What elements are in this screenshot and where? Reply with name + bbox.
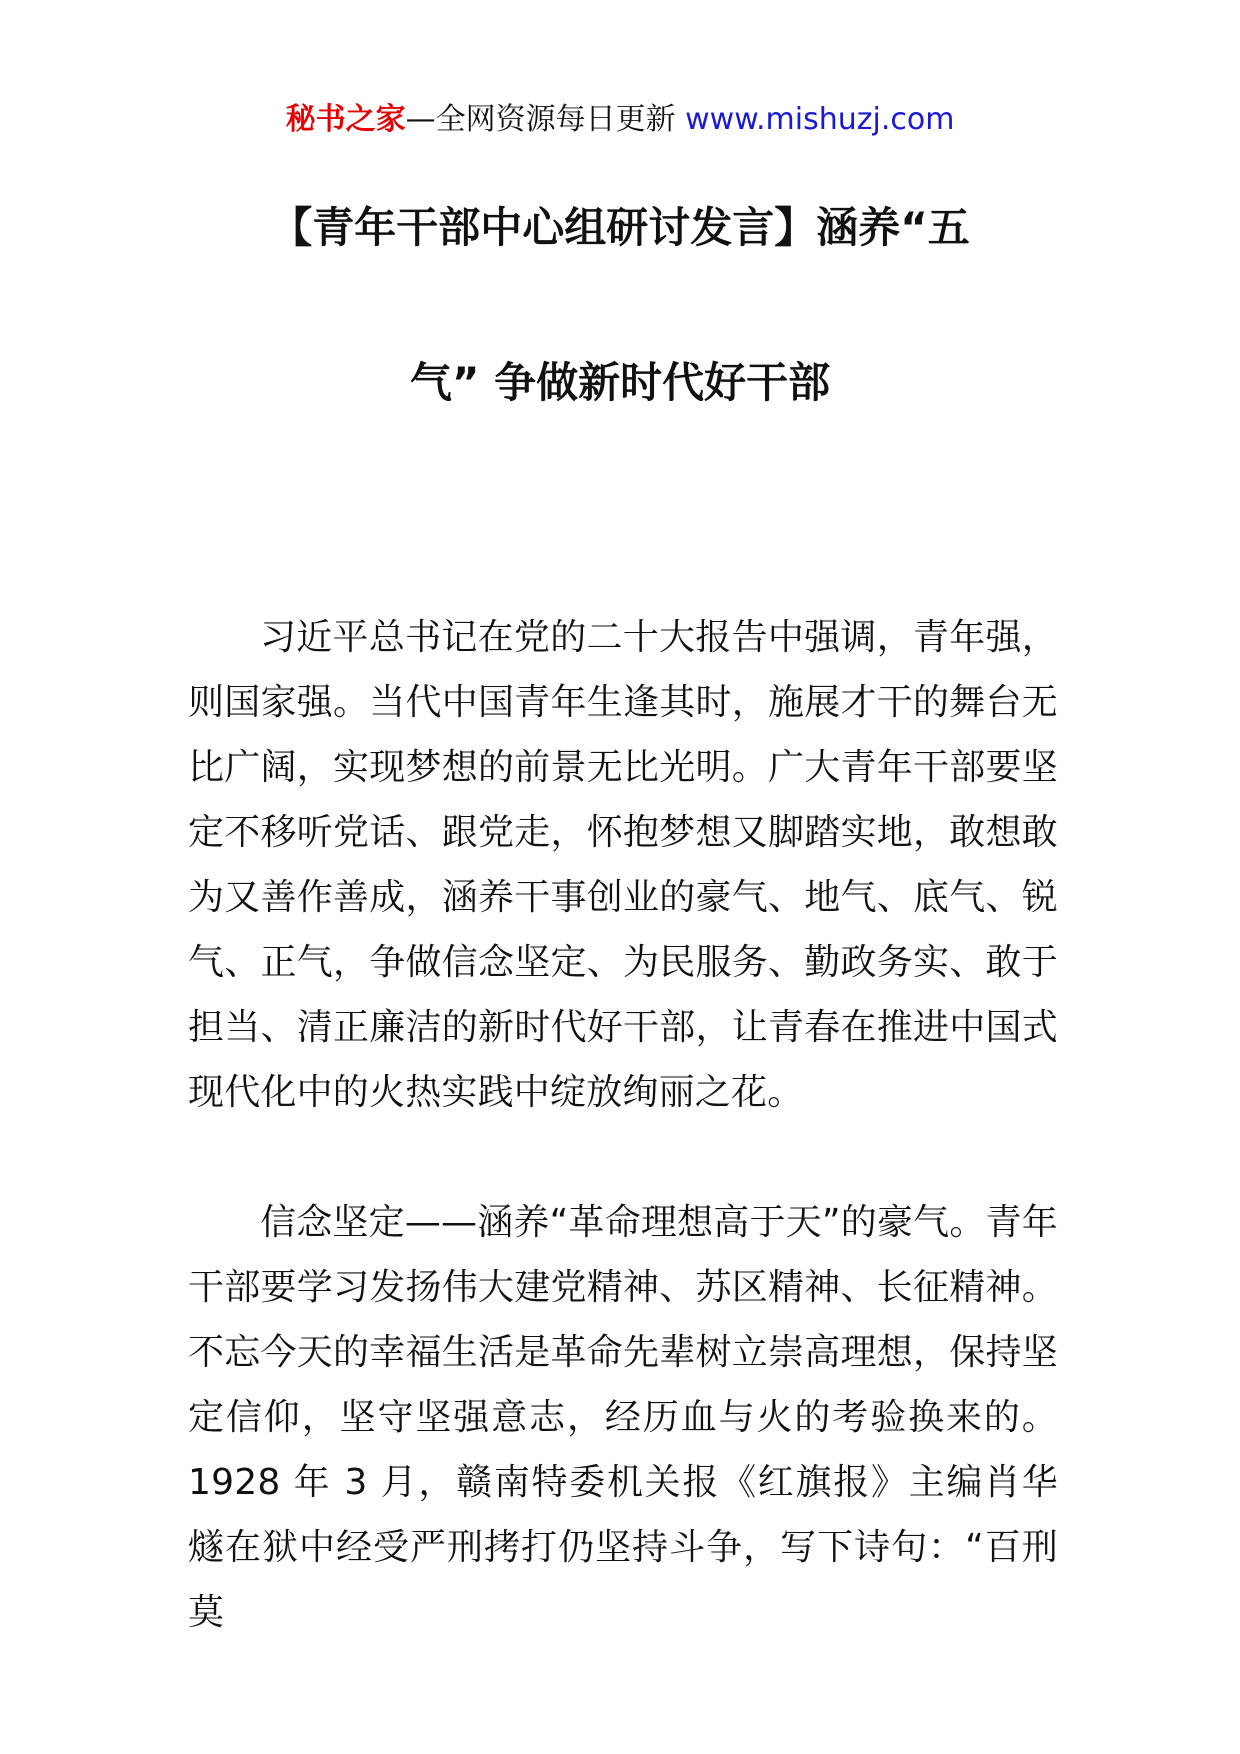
paragraph-faith: 信念坚定——涵养“革命理想高于天”的豪气。青年干部要学习发扬伟大建党精神、苏区精神、长征精神。不忘今天的幸福生活是革命先辈树立崇高理想，保持坚定信仰，坚守坚强意志，经历血与火的考验换来的。1928 年 3 月，赣南特委机关报《红旗报》主编肖华燧在狱中经受严刑拷打仍坚持斗争，写下诗句：“百刑莫	[188, 1202, 1058, 1633]
document-body	[188, 605, 1058, 1645]
site-url-link[interactable]: www.mishuzj.com	[685, 102, 955, 137]
document-title-line-1: 【青年干部中心组研讨发言】涵养“五	[270, 203, 970, 252]
paragraph-intro: 习近平总书记在党的二十大报告中强调，青年强，则国家强。当代中国青年生逢其时，施展才干的舞台无比广阔，实现梦想的前景无比光明。广大青年干部要坚定不移听党话、跟党走，怀抱梦想又脚踏实地，敢想敢为又善作善成，涵养干事创业的豪气、地气、底气、锐气、正气，争做信念坚定、为民服务、勤政务实、敢于担当、清正廉洁的新时代好干部，让青春在推进中国式现代化中的火热实践中绽放绚丽之花。	[188, 617, 1058, 1113]
document-title-line-2: 气” 争做新时代好干部	[409, 358, 831, 407]
brand-name: 秘书之家	[285, 102, 406, 137]
site-header	[0, 100, 1240, 140]
header-tagline: —全网资源每日更新	[405, 102, 676, 137]
